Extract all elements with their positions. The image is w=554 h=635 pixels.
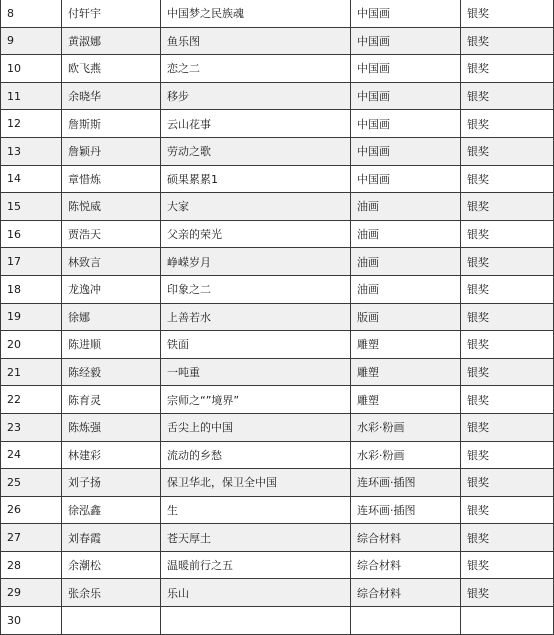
cell-artwork-title	[161, 607, 351, 635]
cell-artist-name: 陈经毅	[62, 358, 161, 386]
cell-award: 银奖	[461, 579, 554, 607]
cell-artwork-title: 流动的乡愁	[161, 441, 351, 469]
cell-category: 雕塑	[351, 386, 461, 414]
cell-number: 13	[1, 137, 62, 165]
cell-number: 10	[1, 55, 62, 83]
cell-artist-name: 林致言	[62, 248, 161, 276]
cell-number: 29	[1, 579, 62, 607]
cell-award: 银奖	[461, 386, 554, 414]
award-table-body	[1, 0, 554, 634]
cell-award: 银奖	[461, 331, 554, 359]
cell-award: 银奖	[461, 441, 554, 469]
table-row	[1, 524, 554, 552]
cell-category: 中国画	[351, 82, 461, 110]
table-row	[1, 137, 554, 165]
cell-award: 银奖	[461, 193, 554, 221]
cell-artist-name: 贾浩天	[62, 220, 161, 248]
cell-artist-name: 林建彩	[62, 441, 161, 469]
cell-artist-name	[62, 607, 161, 635]
cell-award: 银奖	[461, 551, 554, 579]
cell-number: 26	[1, 496, 62, 524]
table-row	[1, 110, 554, 138]
table-row	[1, 248, 554, 276]
cell-artwork-title: 保卫华北，保卫全中国	[161, 469, 351, 497]
cell-artwork-title: 温暖前行之五	[161, 551, 351, 579]
cell-number: 28	[1, 551, 62, 579]
cell-category: 油画	[351, 193, 461, 221]
cell-number: 18	[1, 275, 62, 303]
cell-artist-name: 詹颖丹	[62, 137, 161, 165]
cell-category: 油画	[351, 275, 461, 303]
cell-category: 连环画·插图	[351, 469, 461, 497]
cell-artist-name: 龙逸冲	[62, 275, 161, 303]
cell-artist-name: 余晓华	[62, 82, 161, 110]
cell-award: 银奖	[461, 303, 554, 331]
table-row	[1, 607, 554, 635]
cell-number: 27	[1, 524, 62, 552]
cell-number: 11	[1, 82, 62, 110]
cell-artwork-title: 恋之二	[161, 55, 351, 83]
cell-award: 银奖	[461, 0, 554, 27]
cell-artwork-title: 移步	[161, 82, 351, 110]
table-row	[1, 82, 554, 110]
cell-number: 17	[1, 248, 62, 276]
cell-category: 中国画	[351, 0, 461, 27]
cell-award: 银奖	[461, 55, 554, 83]
cell-artist-name: 刘子扬	[62, 469, 161, 497]
cell-category: 综合材料	[351, 579, 461, 607]
cell-artwork-title: 鱼乐图	[161, 27, 351, 55]
cell-category: 雕塑	[351, 358, 461, 386]
cell-number: 19	[1, 303, 62, 331]
cell-award: 银奖	[461, 275, 554, 303]
cell-artwork-title: 舌尖上的中国	[161, 413, 351, 441]
cell-category: 中国画	[351, 55, 461, 83]
cell-artwork-title: 乐山	[161, 579, 351, 607]
cell-artwork-title: 印象之二	[161, 275, 351, 303]
table-row	[1, 579, 554, 607]
cell-artist-name: 欧飞燕	[62, 55, 161, 83]
table-row	[1, 358, 554, 386]
cell-artwork-title: 父亲的荣光	[161, 220, 351, 248]
cell-category: 连环画·插图	[351, 496, 461, 524]
table-row	[1, 55, 554, 83]
table-row	[1, 220, 554, 248]
cell-award	[461, 607, 554, 635]
cell-number: 23	[1, 413, 62, 441]
cell-artwork-title: 宗师之“”境界”	[161, 386, 351, 414]
cell-artwork-title: 生	[161, 496, 351, 524]
table-row	[1, 165, 554, 193]
cell-number: 16	[1, 220, 62, 248]
cell-number: 15	[1, 193, 62, 221]
cell-category: 综合材料	[351, 524, 461, 552]
cell-artwork-title: 上善若水	[161, 303, 351, 331]
cell-artwork-title: 劳动之歌	[161, 137, 351, 165]
cell-number: 9	[1, 27, 62, 55]
cell-artist-name: 黄淑娜	[62, 27, 161, 55]
cell-category	[351, 607, 461, 635]
table-row	[1, 496, 554, 524]
cell-artist-name: 徐娜	[62, 303, 161, 331]
cell-artist-name: 余潮松	[62, 551, 161, 579]
table-row	[1, 275, 554, 303]
cell-award: 银奖	[461, 220, 554, 248]
table-row	[1, 469, 554, 497]
cell-award: 银奖	[461, 469, 554, 497]
cell-category: 版画	[351, 303, 461, 331]
cell-artist-name: 徐泓鑫	[62, 496, 161, 524]
cell-artwork-title: 峥嵘岁月	[161, 248, 351, 276]
cell-artist-name: 陈进顺	[62, 331, 161, 359]
cell-number: 12	[1, 110, 62, 138]
cell-artist-name: 章惜炼	[62, 165, 161, 193]
cell-artwork-title: 中国梦之民族魂	[161, 0, 351, 27]
cell-award: 银奖	[461, 27, 554, 55]
cell-artwork-title: 硕果累累1	[161, 165, 351, 193]
cell-number: 20	[1, 331, 62, 359]
table-row	[1, 0, 554, 27]
cell-number: 25	[1, 469, 62, 497]
cell-artist-name: 陈育灵	[62, 386, 161, 414]
table-row	[1, 413, 554, 441]
cell-category: 水彩·粉画	[351, 441, 461, 469]
table-row	[1, 386, 554, 414]
cell-category: 中国画	[351, 137, 461, 165]
cell-award: 银奖	[461, 413, 554, 441]
cell-category: 水彩·粉画	[351, 413, 461, 441]
table-row	[1, 331, 554, 359]
cell-category: 中国画	[351, 27, 461, 55]
cell-award: 银奖	[461, 496, 554, 524]
table-row	[1, 27, 554, 55]
cell-artist-name: 陈炼强	[62, 413, 161, 441]
table-row	[1, 551, 554, 579]
cell-award: 银奖	[461, 358, 554, 386]
cell-category: 油画	[351, 248, 461, 276]
cell-artist-name: 詹斯斯	[62, 110, 161, 138]
cell-category: 雕塑	[351, 331, 461, 359]
cell-artwork-title: 苍天厚土	[161, 524, 351, 552]
cell-award: 银奖	[461, 82, 554, 110]
cell-number: 30	[1, 607, 62, 635]
cell-category: 综合材料	[351, 551, 461, 579]
cell-award: 银奖	[461, 110, 554, 138]
cell-artist-name: 张余乐	[62, 579, 161, 607]
cell-artwork-title: 铁面	[161, 331, 351, 359]
cell-artwork-title: 大家	[161, 193, 351, 221]
cell-artwork-title: 云山花事	[161, 110, 351, 138]
cell-award: 银奖	[461, 137, 554, 165]
cell-number: 24	[1, 441, 62, 469]
table-row	[1, 303, 554, 331]
cell-award: 银奖	[461, 165, 554, 193]
cell-number: 8	[1, 0, 62, 27]
cell-award: 银奖	[461, 248, 554, 276]
cell-number: 21	[1, 358, 62, 386]
cell-number: 14	[1, 165, 62, 193]
cell-artwork-title: 一吨重	[161, 358, 351, 386]
cell-category: 中国画	[351, 110, 461, 138]
cell-award: 银奖	[461, 524, 554, 552]
cell-artist-name: 刘春霞	[62, 524, 161, 552]
table-row	[1, 193, 554, 221]
cell-artist-name: 陈悦威	[62, 193, 161, 221]
cell-category: 中国画	[351, 165, 461, 193]
cell-artist-name: 付轩宇	[62, 0, 161, 27]
table-row	[1, 441, 554, 469]
cell-category: 油画	[351, 220, 461, 248]
cell-number: 22	[1, 386, 62, 414]
